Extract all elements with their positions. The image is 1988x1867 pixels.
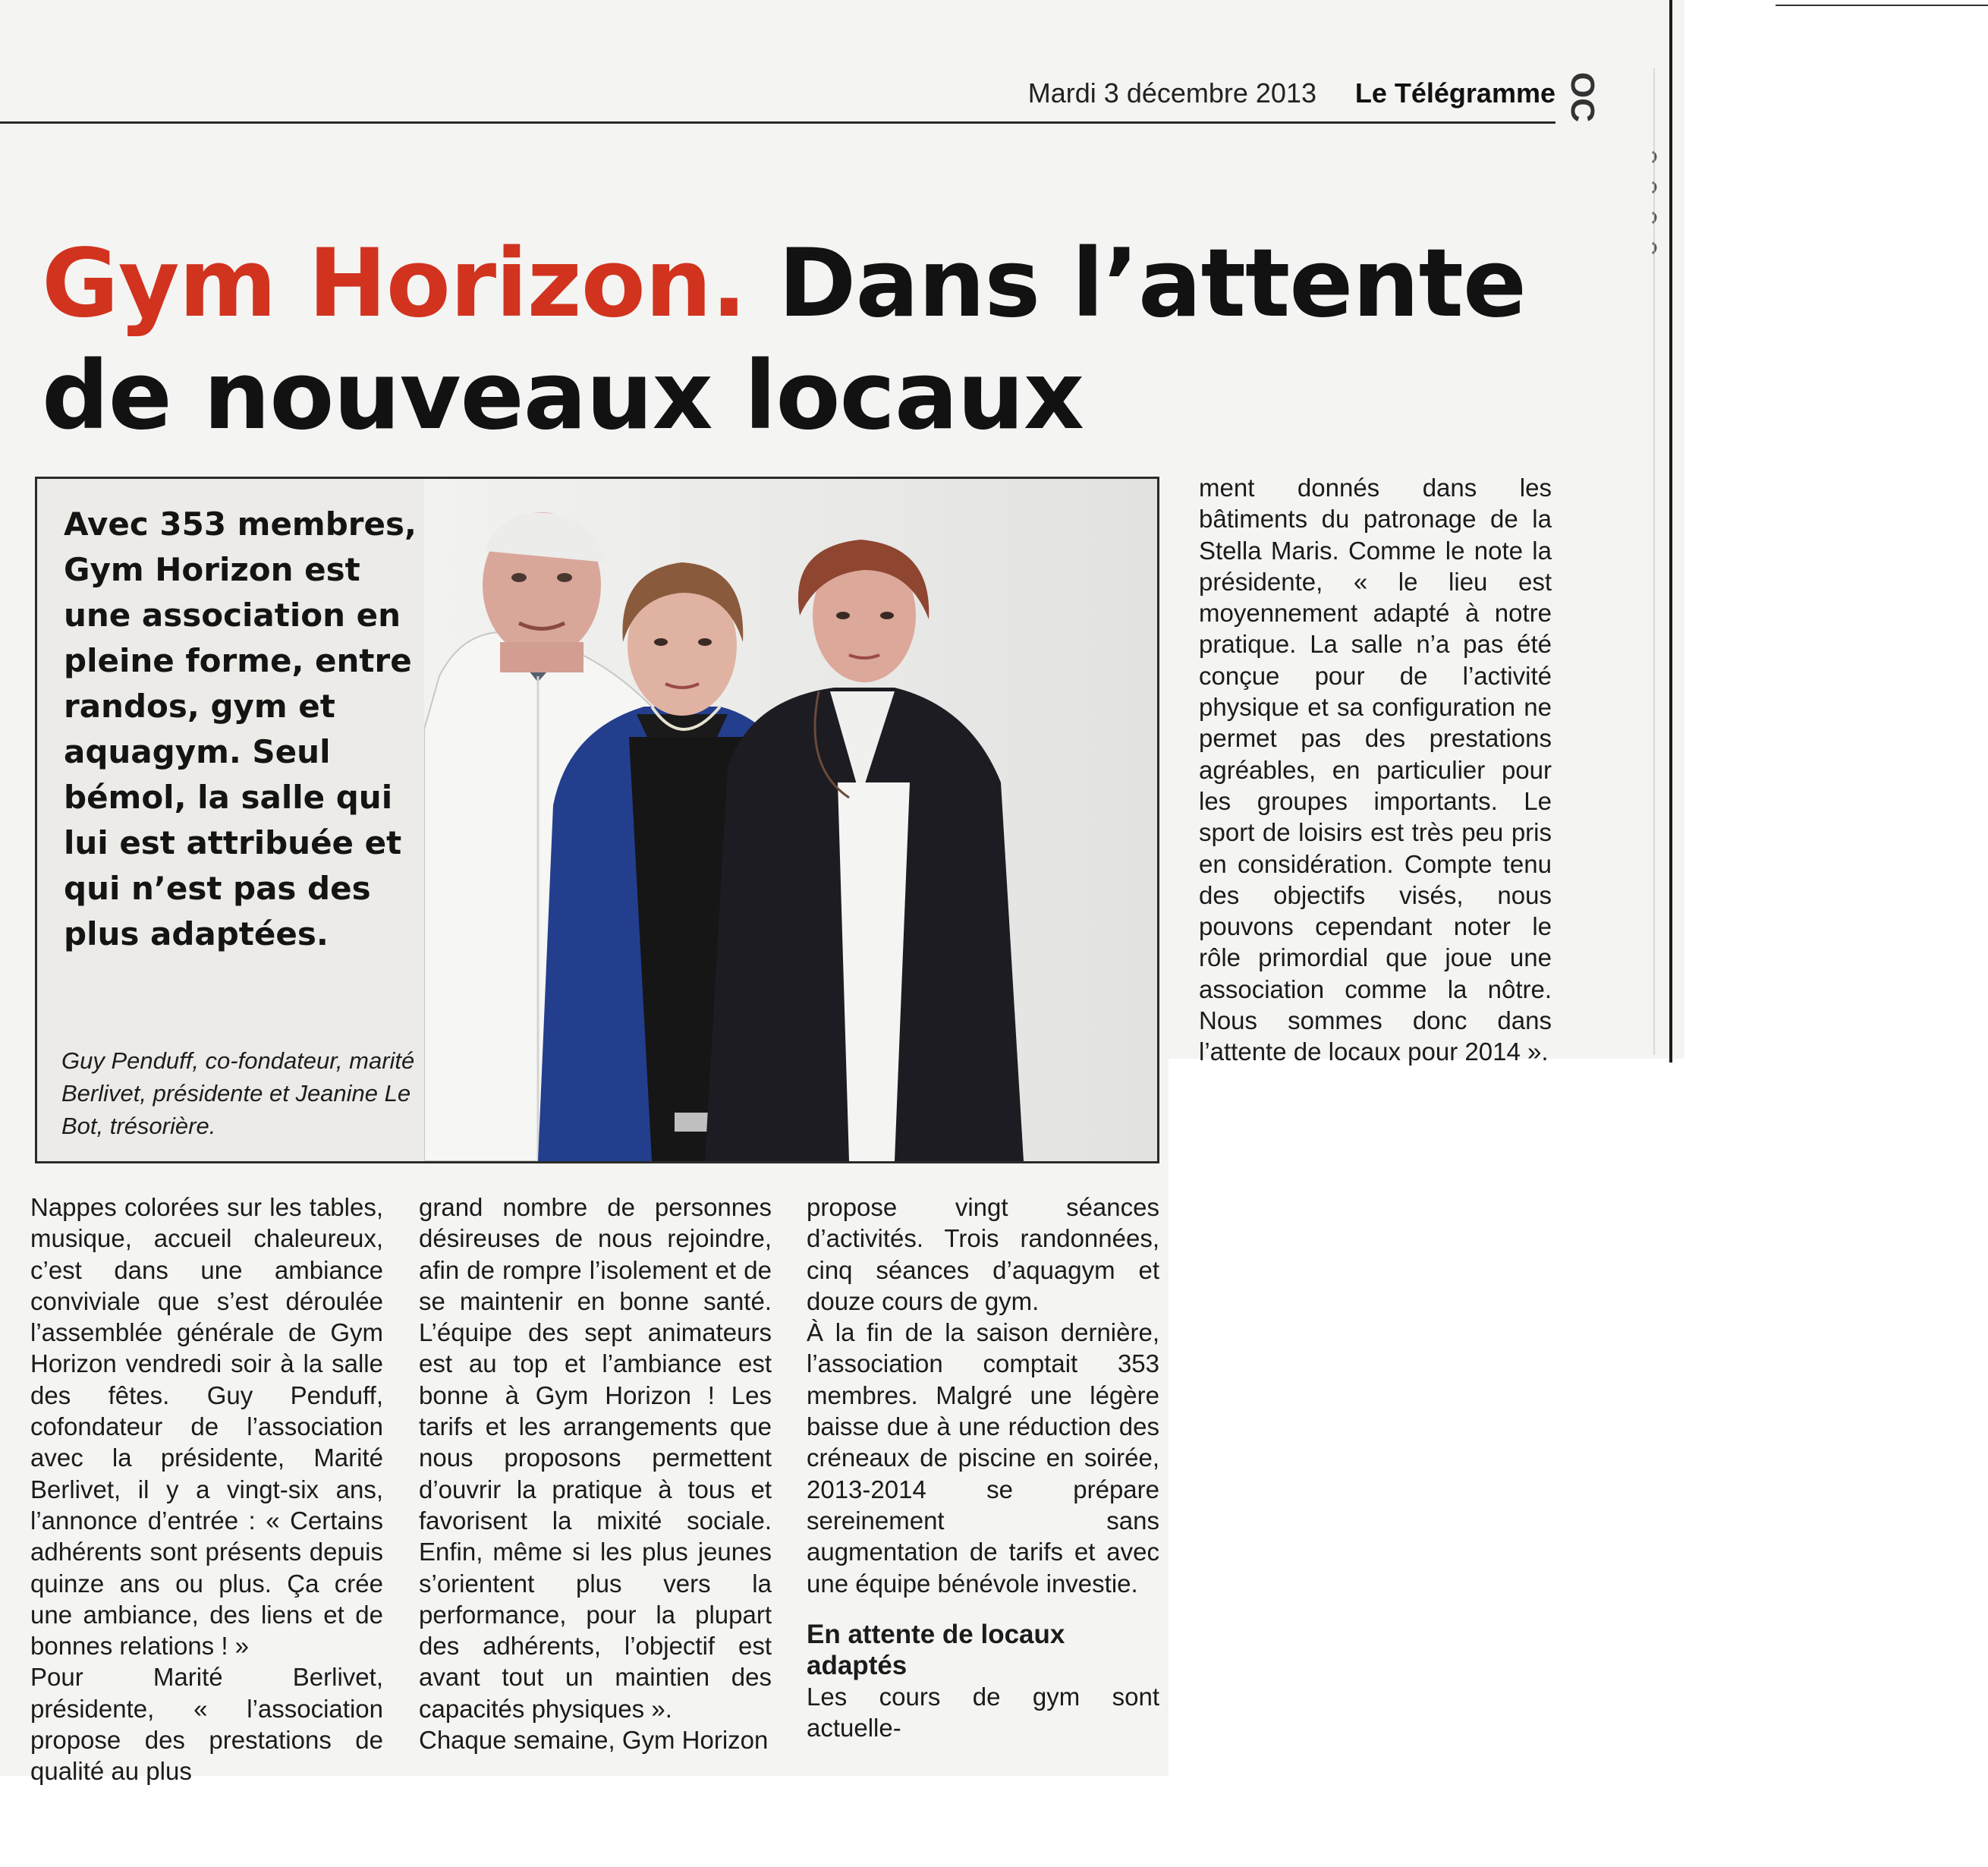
paragraph: ment donnés dans les bâtiments du patronage de la Stella Maris. Comme le note la présidente, « le lieu est moyennement adapté à notre pratique. La salle n’a pas été conçue pour de l’activité physique et sa configuration ne permet pas des prestations agréables, en particulier pour les groupes importants. Le sport de loisirs est très peu pris en considération. Compte tenu des objectifs visés, nous pouvons cependant noter le rôle primordial que joue une association comme la nôtre. Nous sommes donc dans l’attente de locaux pour 2014 ». bbox=[1199, 474, 1552, 1066]
newspaper-name: Le Télégramme bbox=[1354, 77, 1555, 109]
article-column-2 bbox=[419, 1192, 772, 1755]
header-rule bbox=[0, 121, 1555, 124]
headline-kicker: Gym Horizon. bbox=[42, 229, 747, 338]
group-photo bbox=[424, 479, 1157, 1161]
issue-date: Mardi 3 décembre 2013 bbox=[1027, 77, 1316, 109]
intertitle: En attente de locaux adaptés bbox=[807, 1619, 1065, 1680]
scan-background-bottom bbox=[0, 1776, 1988, 1867]
page-edge bbox=[1669, 0, 1672, 1063]
article-column-1 bbox=[30, 1192, 383, 1787]
scan-edge-line bbox=[1776, 5, 1988, 6]
paragraph: Nappes colorées sur les tables, musique, accueil chaleureux, c’est dans une ambiance conviviale que s’est déroulée l’assemblée générale de Gym Horizon vendredi soir à la salle des fêtes. Guy Penduff, cofondateur de l’association avec la présidente, Marité Berlivet, il y a vingt-six ans, l’annonce d’entrée : « Certains adhérents sont présents depuis quinze ans ou plus. Ça crée une ambiance, des liens et de bonnes relations ! » bbox=[30, 1193, 383, 1661]
headline-line1: Dans l’attente bbox=[778, 229, 1526, 338]
paragraph: Chaque semaine, Gym Horizon bbox=[419, 1726, 769, 1755]
standfirst: Avec 353 membres, Gym Horizon est une association en pleine forme, entre randos, gym et aquagym. Seul bémol, la salle qui lui est attribuée et qui n’est pas des plus adaptées. bbox=[64, 505, 417, 952]
page-header bbox=[0, 74, 1555, 120]
paragraph: propose vingt séances d’activités. Trois randonnées, cinq séances d’aquagym et douze cours de gym. bbox=[807, 1193, 1159, 1315]
photo-box bbox=[35, 477, 1159, 1163]
headline bbox=[42, 228, 1559, 452]
article-column-4 bbox=[1199, 472, 1552, 1068]
page-tag: OC bbox=[1564, 72, 1601, 122]
photo-caption: Guy Penduff, co-fondateur, marité Berlivet, présidente et Jeanine Le Bot, trésorière. bbox=[61, 1047, 415, 1139]
paragraph: Pour Marité Berlivet, présidente, « l’association propose des prestations de qualité au plus bbox=[30, 1663, 383, 1786]
paragraph: grand nombre de personnes désireuses de nous rejoindre, afin de rompre l’isolement et de se maintenir en bonne santé. L’équipe des sept animateurs est au top et l’ambiance est bonne à Gym Horizon ! Les tarifs et les arrangements que nous proposons permettent d’ouvrir la pratique à tous et favorisent la mixité sociale. Enfin, même si les plus jeunes s’orientent plus vers la performance, pour la plupart des adhérents, l’objectif est avant tout un maintien des capacités physiques ». bbox=[419, 1193, 772, 1723]
paragraph: Les cours de gym sont actuelle- bbox=[807, 1682, 1159, 1743]
scan-background bbox=[1169, 1059, 1988, 1867]
headline-line2: de nouveaux locaux bbox=[42, 342, 1084, 451]
paragraph: À la fin de la saison dernière, l’association comptait 353 membres. Malgré une légère baisse due à une réduction des créneaux de piscine en soirée, 2013-2014 se prépare sereinement sans augmentation de tarifs et avec une équipe bénévole investie. bbox=[807, 1318, 1159, 1598]
adjacent-page-strip bbox=[1639, 68, 1669, 1055]
article-column-3 bbox=[807, 1192, 1159, 1743]
